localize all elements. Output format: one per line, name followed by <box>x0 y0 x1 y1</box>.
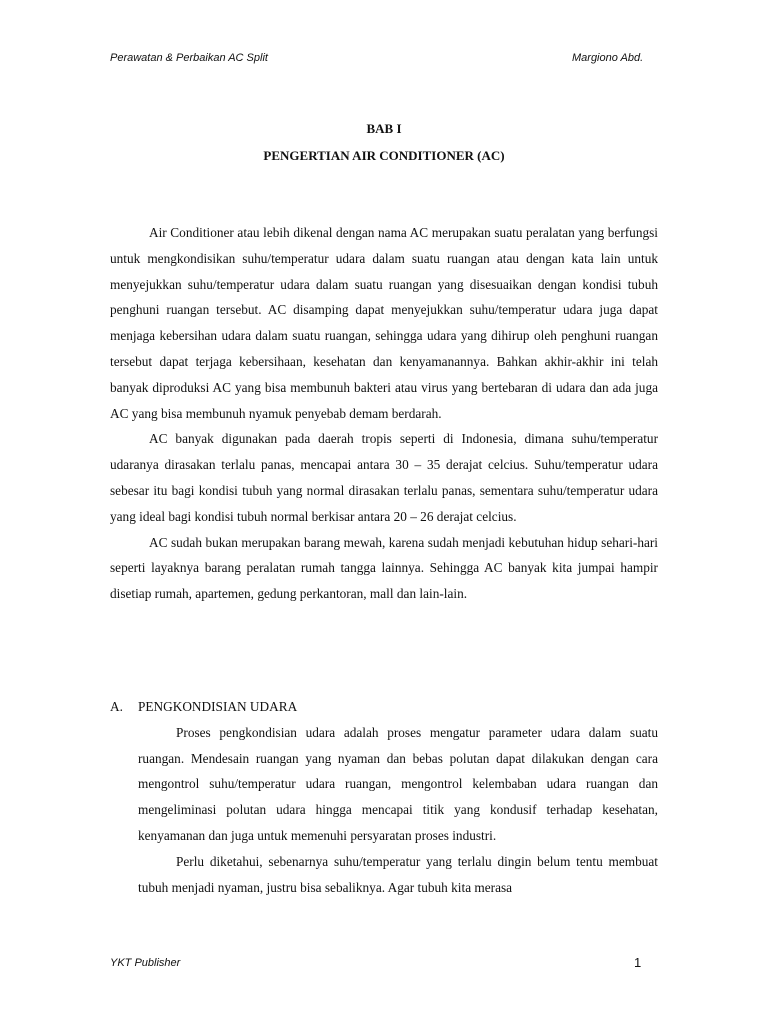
section-a <box>110 694 658 900</box>
section-letter: A. <box>110 699 123 714</box>
intro-body <box>110 220 658 607</box>
page-number: 1 <box>634 955 642 970</box>
running-header-title: Perawatan & Perbaikan AC Split <box>110 52 268 64</box>
paragraph: Proses pengkondisian udara adalah proses mengatur parameter udara dalam suatu ruangan. Mendesain ruangan yang nyaman dan bebas polutan dapat dilakukan dengan cara mengontrol suhu/temperatur udara ruangan, mengontrol kelembaban udara ruangan dan mengeliminasi polutan udara hingga mencapai titik yang kondusif terhadap kesehatan, kenyamanan dan juga untuk memenuhi persyaratan proses industri. <box>138 724 658 843</box>
chapter-title: PENGERTIAN AIR CONDITIONER (AC) <box>263 148 505 163</box>
paragraph: AC banyak digunakan pada daerah tropis seperti di Indonesia, dimana suhu/temperatur udaranya dirasakan terlalu panas, mencapai antara 30 – 35 derajat celcius. Suhu/temperatur udara sebesar itu bagi kondisi tubuh yang normal dirasakan terlalu panas, sementara suhu/temperatur udara yang ideal bagi kondisi tubuh normal berkisar antara 20 – 26 derajat celcius. <box>110 431 658 524</box>
section-heading <box>110 694 658 720</box>
paragraph: Perlu diketahui, sebenarnya suhu/temperatur yang terlalu dingin belum tentu membuat tubuh menjadi nyaman, justru bisa sebaliknya. Agar tubuh kita merasa <box>138 853 658 895</box>
paragraph: Air Conditioner atau lebih dikenal dengan nama AC merupakan suatu peralatan yang berfungsi untuk mengkondisikan suhu/temperatur udara dalam suatu ruangan atau dengan kata lain untuk menyejukkan suhu/temperatur udara dalam suatu ruangan yang disesuaikan dengan kondisi tubuh penghuni ruangan tersebut. AC disamping dapat menyejukkan suhu/temperatur udara juga dapat menjaga kebersihan udara dalam suatu ruangan, sehingga udara yang dihirup oleh penghuni ruangan tersebut dapat terjaga kebersihaan, kesehatan dan kenyamanannya. Bahkan akhir-akhir ini telah banyak diproduksi AC yang bisa membunuh bakteri atau virus yang bertebaran di udara dan ada juga AC yang bisa membunuh nyamuk penyebab demam berdarah. <box>110 225 658 421</box>
running-header-author: Margiono Abd. <box>572 52 644 64</box>
section-body <box>138 720 658 901</box>
footer-publisher: YKT Publisher <box>110 957 181 969</box>
section-heading-text: PENGKONDISIAN UDARA <box>138 699 298 714</box>
paragraph: AC sudah bukan merupakan barang mewah, karena sudah menjadi kebutuhan hidup sehari-hari seperti layaknya barang peralatan rumah tangga lainnya. Sehingga AC banyak kita jumpai hampir disetiap rumah, apartemen, gedung perkantoran, mall dan lain-lain. <box>110 534 658 602</box>
chapter-number: BAB I <box>366 121 402 136</box>
